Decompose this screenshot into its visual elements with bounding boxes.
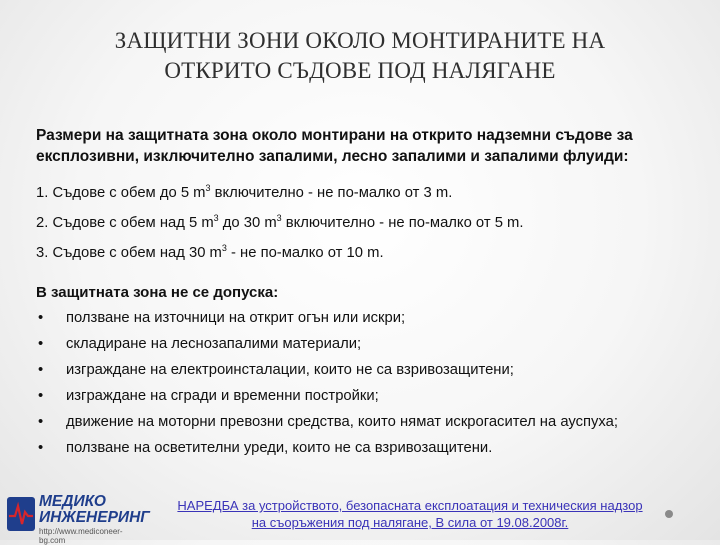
prohibit-list [36,308,686,464]
bullet-icon: • [38,440,44,456]
heartbeat-icon [6,496,36,532]
logo-url: http://www.mediconeer-bg.com [39,527,123,545]
list-item: • движение на моторни превозни средства, които нямат искрогасител на ауспуха; [38,414,618,430]
slide-dot-icon [665,510,673,518]
bullet-icon: • [38,388,44,404]
list-item: • изграждане на сгради и временни постройки; [38,388,379,404]
size-item-1: 1. Съдове с обем до 5 $m^3$ включително - не по-малко от 3 m. [36,183,453,201]
logo-line-1: МЕДИКО [39,493,106,510]
footer-line-1: НАРЕДБА за устройството, безопасната експлоатация и техническия надзор [177,498,643,513]
list-item: • ползване на осветителни уреди, които не са взривозащитени. [38,440,493,456]
size-item-2: 2. Съдове с обем над 5 $m^3$ до 30 $m^3$ включително - не по-малко от 5 m. [36,213,524,231]
bullet-icon: • [38,362,44,378]
logo-line-2: ИНЖЕНЕРИНГ [39,509,150,526]
bullet-icon: • [38,336,44,352]
intro-paragraph: Размери на защитната зона около монтирани на открито надземни съдове за експлозивни, изключително запалими, лесно запалими и запалими флуиди: [36,127,633,165]
title-line-1: ЗАЩИТНИ ЗОНИ ОКОЛО МОНТИРАНИТЕ НА [114,28,606,53]
list-item: • складиране на леснозапалими материали; [38,336,362,352]
title-line-2: ОТКРИТО СЪДОВЕ ПОД НАЛЯГАНЕ [164,58,556,83]
size-list [36,178,686,268]
slide-title [40,26,680,86]
company-logo [6,493,150,545]
size-item-3: 3. Съдове с обем над 30 $m^3$ - не по-малко от 10 m. [36,243,384,261]
footer-line-2: на съоръжения под налягане, В сила от 19.08.2008г. [251,515,569,530]
prohibit-heading: В защитната зона не се допуска: [36,284,279,301]
list-item: • ползване на източници на открит огън или искри; [38,310,406,326]
bullet-icon: • [38,310,44,326]
regulation-link[interactable] [150,497,670,531]
list-item: • изграждане на електроинсталации, които не са взривозащитени; [38,362,514,378]
logo-text [39,494,150,526]
bullet-icon: • [38,414,44,430]
